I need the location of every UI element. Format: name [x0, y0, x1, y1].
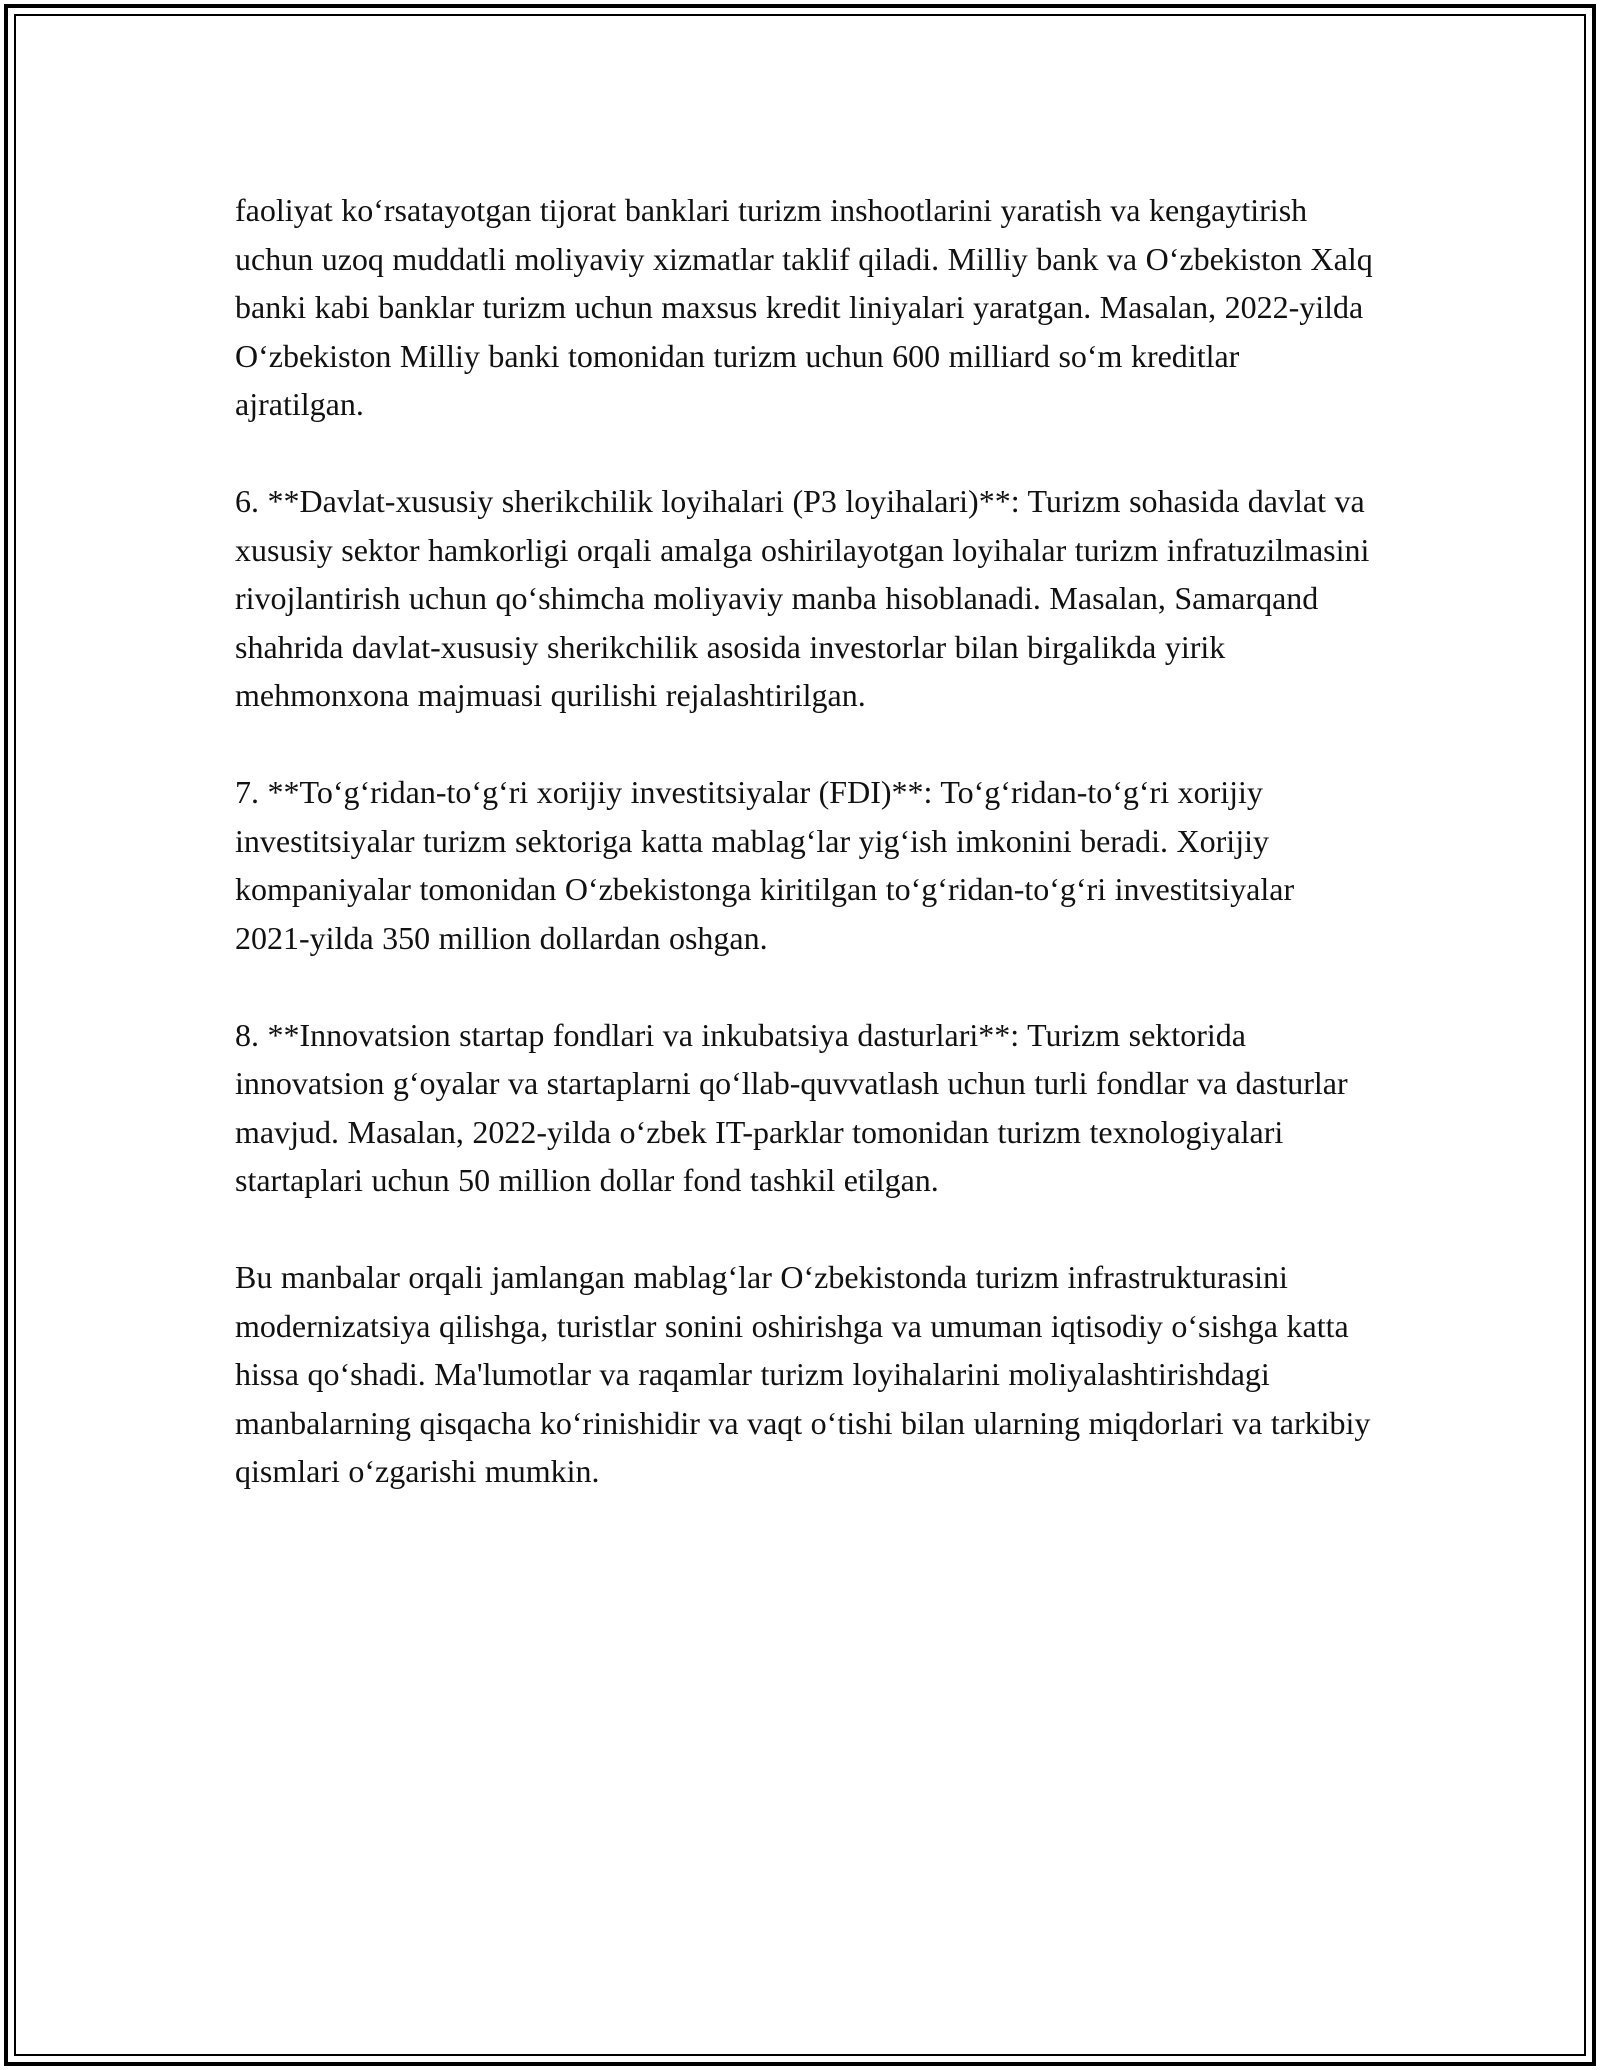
paragraph-foreign-direct-investment: 7. **Toʻgʻridan-toʻgʻri xorijiy investitsiyalar (FDI)**: Toʻgʻridan-toʻgʻri xorijiy investitsiyalar turizm sektoriga katta mablagʻlar yigʻish imkonini beradi. Xorijiy kompaniyalar tomonidan Oʻzbekistonga kiritilgan toʻgʻridan-toʻgʻri investitsiyalar 2021-yilda 350 million dollardan oshgan.	[235, 774, 1295, 956]
paragraph-bank-credit: faoliyat koʻrsatayotgan tijorat banklari turizm inshootlarini yaratish va kengaytirish uchun uzoq muddatli moliyaviy xizmatlar taklif qiladi. Milliy bank va Oʻzbekiston Xalq banki kabi banklar turizm uchun maxsus kredit liniyalari yaratgan. Masalan, 2022-yilda Oʻzbekiston Milliy banki tomonidan turizm uchun 600 milliard soʻm kreditlar ajratilgan.	[235, 192, 1373, 422]
paragraph-startup-funds: 8. **Innovatsion startap fondlari va inkubatsiya dasturlari**: Turizm sektorida innovatsion gʻoyalar va startaplarni qoʻllab-quvvatlash uchun turli fondlar va dasturlar mavjud. Masalan, 2022-yilda oʻzbek IT-parklar tomonidan turizm texnologiyalari startaplari uchun 50 million dollar fond tashkil etilgan.	[235, 1016, 1348, 1198]
paragraph-public-private-partnership: 6. **Davlat-xususiy sherikchilik loyihalari (P3 loyihalari)**: Turizm sohasida davlat va xususiy sektor hamkorligi orqali amalga oshirilayotgan loyihalar turizm infratuzilmasini rivojlantirish uchun qoʻshimcha moliyaviy manba hisoblanadi. Masalan, Samarqand shahrida davlat-xususiy sherikchilik asosida investorlar bilan birgalikda yirik mehmonxona majmuasi qurilishi rejalashtirilgan.	[235, 483, 1370, 713]
document-body	[235, 186, 1375, 1496]
paragraph-conclusion: Bu manbalar orqali jamlangan mablagʻlar Oʻzbekistonda turizm infrastrukturasini modernizatsiya qilishga, turistlar sonini oshirishga va umuman iqtisodiy oʻsishga katta hissa qoʻshadi. Ma'lumotlar va raqamlar turizm loyihalarini moliyalashtirishdagi manbalarning qisqacha koʻrinishidir va vaqt oʻtishi bilan ularning miqdorlari va tarkibiy qismlari oʻzgarishi mumkin.	[235, 1259, 1371, 1489]
